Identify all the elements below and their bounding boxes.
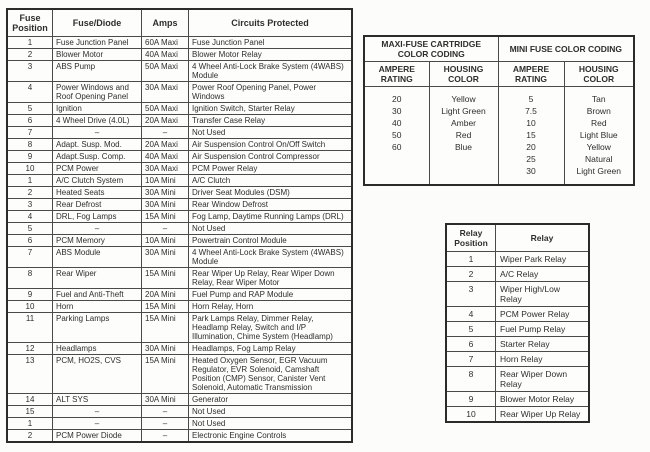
table-row [7, 235, 352, 247]
fuse-diode-cell: Blower Motor [53, 49, 142, 61]
circuits-protected-cell: Transfer Case Relay [189, 115, 353, 127]
amps-cell: 15A Mini [142, 268, 189, 289]
table-row [7, 289, 352, 301]
table-row [7, 115, 352, 127]
fuse-position-cell: 1 [7, 37, 53, 49]
relay-position-cell: 1 [446, 252, 496, 267]
table-row [7, 49, 352, 61]
maxi-fuse-title: MAXI-FUSE CARTRIDGE COLOR CODING [364, 36, 498, 62]
fuse-position-cell: 1 [7, 418, 53, 430]
table-row [446, 407, 589, 423]
fuse-position-cell: 2 [7, 187, 53, 199]
circuits-protected-cell: Fuse Junction Panel [189, 37, 353, 49]
maxi-housing-header: HOUSING COLOR [429, 62, 498, 87]
ampere-rating-value: 40 [392, 118, 402, 128]
fuse-diode-cell: ABS Module [53, 247, 142, 268]
fuse-diode-cell: Heated Seats [53, 187, 142, 199]
fuse-diode-cell: Headlamps [53, 343, 142, 355]
amps-cell: 10A Mini [142, 235, 189, 247]
ampere-rating-value: 10 [526, 118, 536, 128]
amps-cell: 50A Maxi [142, 103, 189, 115]
color-coding-table [363, 35, 635, 186]
circuits-protected-cell: 4 Wheel Anti-Lock Brake System (4WABS) Module [189, 247, 353, 268]
amps-cell: 30A Mini [142, 247, 189, 268]
amps-cell: 15A Mini [142, 211, 189, 223]
table-row [7, 151, 352, 163]
amps-cell: – [142, 418, 189, 430]
circuits-protected-cell: Fog Lamp, Daytime Running Lamps (DRL) [189, 211, 353, 223]
table-row [7, 175, 352, 187]
fuse-position-cell: 10 [7, 301, 53, 313]
color-values-row [364, 87, 634, 186]
ampere-rating-value: 5 [528, 94, 534, 104]
circuits-protected-cell: Rear Window Defrost [189, 199, 353, 211]
fuse-diode-cell: PCM Memory [53, 235, 142, 247]
fuse-diode-cell: – [53, 127, 142, 139]
fuse-position-cell: 4 [7, 82, 53, 103]
table-row [7, 82, 352, 103]
ampere-rating-value: 20 [392, 94, 402, 104]
fuse-position-cell: 3 [7, 199, 53, 211]
circuits-protected-cell: Air Suspension Control Compressor [189, 151, 353, 163]
relay-position-cell: 7 [446, 352, 496, 367]
table-row [7, 418, 352, 430]
table-row [7, 139, 352, 151]
table-row [7, 127, 352, 139]
table-row [7, 301, 352, 313]
fuse-diode-cell: Ignition [53, 103, 142, 115]
fuse-diode-cell: Fuel and Anti-Theft [53, 289, 142, 301]
maxi-ampere-header: AMPERE RATING [364, 62, 429, 87]
relay-name-cell: A/C Relay [496, 267, 590, 282]
amps-cell: 20A Maxi [142, 139, 189, 151]
amps-cell: 15A Mini [142, 301, 189, 313]
amps-cell: 20A Maxi [142, 115, 189, 127]
ampere-rating-value: 25 [526, 154, 536, 164]
mini-ampere-values [498, 87, 564, 186]
relay-position-cell: 9 [446, 392, 496, 407]
table-row [7, 313, 352, 343]
circuits-protected-cell: Powertrain Control Module [189, 235, 353, 247]
fuse-position-cell: 7 [7, 127, 53, 139]
mini-fuse-title: MINI FUSE COLOR CODING [498, 36, 634, 62]
fuse-diode-cell: – [53, 418, 142, 430]
amps-cell: 30A Mini [142, 187, 189, 199]
table-row [7, 406, 352, 418]
maxi-housing-values [429, 87, 498, 186]
relay-name-cell: Wiper High/Low Relay [496, 282, 590, 307]
housing-color-value: Light Green [441, 106, 486, 116]
color-table-body [364, 87, 634, 186]
fuse-position-cell: 2 [7, 49, 53, 61]
fuse-diode-cell: Adapt. Susp. Mod. [53, 139, 142, 151]
amps-header: Amps [142, 9, 189, 37]
circuits-protected-cell: Heated Oxygen Sensor, EGR Vacuum Regulator, EVR Solenoid, Camshaft Position (CMP) Sensor, Canister Vent Solenoid, Automatic Transmission [189, 355, 353, 394]
ampere-rating-value: 7.5 [525, 106, 537, 116]
relay-name-cell: Wiper Park Relay [496, 252, 590, 267]
fuse-diode-cell: PCM, HO2S, CVS [53, 355, 142, 394]
ampere-rating-value: 30 [392, 106, 402, 116]
header-row [364, 36, 634, 62]
relay-position-cell: 3 [446, 282, 496, 307]
fuse-diode-cell: Fuse Junction Panel [53, 37, 142, 49]
table-row [446, 252, 589, 267]
table-row [446, 322, 589, 337]
amps-cell: 30A Mini [142, 199, 189, 211]
relay-name-cell: Horn Relay [496, 352, 590, 367]
relay-position-cell: 8 [446, 367, 496, 392]
relay-table [445, 223, 590, 423]
fuse-position-cell: 8 [7, 139, 53, 151]
relay-name-cell: PCM Power Relay [496, 307, 590, 322]
fuse-table [6, 8, 353, 443]
amps-cell: 40A Maxi [142, 49, 189, 61]
table-row [446, 282, 589, 307]
circuits-protected-cell: Air Suspension Control On/Off Switch [189, 139, 353, 151]
fuse-position-header: Fuse Position [7, 9, 53, 37]
fuse-diode-cell: Power Windows and Roof Opening Panel [53, 82, 142, 103]
circuits-protected-cell: Park Lamps Relay, Dimmer Relay, Headlamp Relay, Switch and I/P Illumination, Chime System (Headlamp) [189, 313, 353, 343]
amps-cell: – [142, 223, 189, 235]
fuse-diode-cell: ABS Pump [53, 61, 142, 82]
fuse-position-cell: 3 [7, 61, 53, 82]
housing-color-value: Light Green [576, 166, 621, 176]
amps-cell: 15A Mini [142, 355, 189, 394]
fuse-position-cell: 8 [7, 268, 53, 289]
ampere-rating-value: 50 [392, 130, 402, 140]
amps-cell: – [142, 430, 189, 443]
fuse-position-cell: 15 [7, 406, 53, 418]
table-row [7, 37, 352, 49]
subheader-row [364, 62, 634, 87]
fuse-position-cell: 2 [7, 430, 53, 443]
fuse-position-cell: 13 [7, 355, 53, 394]
amps-cell: – [142, 406, 189, 418]
fuse-position-cell: 6 [7, 115, 53, 127]
amps-cell: – [142, 127, 189, 139]
table-row [446, 307, 589, 322]
table-row [446, 352, 589, 367]
fuse-diode-cell: 4 Wheel Drive (4.0L) [53, 115, 142, 127]
table-row [7, 355, 352, 394]
header-row [446, 224, 589, 252]
maxi-ampere-values [364, 87, 429, 186]
circuits-protected-cell: Generator [189, 394, 353, 406]
relay-header: Relay [496, 224, 590, 252]
housing-color-value: Tan [591, 94, 606, 104]
ampere-rating-value: 20 [526, 142, 536, 152]
relay-name-cell: Rear Wiper Down Relay [496, 367, 590, 392]
relay-name-cell: Blower Motor Relay [496, 392, 590, 407]
fuse-diode-cell: PCM Power [53, 163, 142, 175]
relay-position-cell: 2 [446, 267, 496, 282]
circuits-protected-cell: Not Used [189, 418, 353, 430]
housing-color-value: Yellow [586, 142, 611, 152]
fuse-position-cell: 9 [7, 289, 53, 301]
fuse-diode-cell: ALT SYS [53, 394, 142, 406]
header-row [7, 9, 352, 37]
fuse-position-cell: 7 [7, 247, 53, 268]
circuits-protected-cell: PCM Power Relay [189, 163, 353, 175]
circuits-protected-cell: Rear Wiper Up Relay, Rear Wiper Down Relay, Rear Wiper Motor [189, 268, 353, 289]
housing-color-value: Blue [454, 142, 472, 152]
fuse-table-header [7, 9, 352, 37]
table-row [7, 163, 352, 175]
table-row [7, 343, 352, 355]
fuse-position-cell: 10 [7, 163, 53, 175]
circuits-protected-cell: Horn Relay, Horn [189, 301, 353, 313]
table-row [7, 223, 352, 235]
circuits-protected-cell: 4 Wheel Anti-Lock Brake System (4WABS) Module [189, 61, 353, 82]
circuits-protected-cell: Fuel Pump and RAP Module [189, 289, 353, 301]
relay-name-cell: Fuel Pump Relay [496, 322, 590, 337]
fuse-diode-cell: DRL, Fog Lamps [53, 211, 142, 223]
relay-name-cell: Rear Wiper Up Relay [496, 407, 590, 423]
fuse-diode-cell: Parking Lamps [53, 313, 142, 343]
fuse-diode-cell: Horn [53, 301, 142, 313]
fuse-position-cell: 5 [7, 223, 53, 235]
fuse-position-cell: 1 [7, 175, 53, 187]
housing-color-value: Red [455, 130, 472, 140]
table-row [7, 61, 352, 82]
fuse-diode-header: Fuse/Diode [53, 9, 142, 37]
circuits-protected-cell: Blower Motor Relay [189, 49, 353, 61]
color-table-header [364, 36, 634, 87]
fuse-position-cell: 6 [7, 235, 53, 247]
circuits-protected-cell: Electronic Engine Controls [189, 430, 353, 443]
mini-housing-values [564, 87, 634, 186]
table-row [7, 247, 352, 268]
fuse-position-cell: 9 [7, 151, 53, 163]
housing-color-value: Natural [585, 154, 613, 164]
fuse-diode-cell: Rear Defrost [53, 199, 142, 211]
amps-cell: 10A Mini [142, 175, 189, 187]
amps-cell: 15A Mini [142, 313, 189, 343]
circuits-protected-cell: Ignition Switch, Starter Relay [189, 103, 353, 115]
mini-ampere-header: AMPERE RATING [498, 62, 564, 87]
relay-position-cell: 10 [446, 407, 496, 423]
table-row [446, 337, 589, 352]
fuse-position-cell: 14 [7, 394, 53, 406]
circuits-protected-cell: Power Roof Opening Panel, Power Windows [189, 82, 353, 103]
circuits-protected-cell: Not Used [189, 406, 353, 418]
amps-cell: 50A Maxi [142, 61, 189, 82]
amps-cell: 60A Maxi [142, 37, 189, 49]
relay-table-header [446, 224, 589, 252]
fuse-diode-cell: – [53, 406, 142, 418]
ampere-rating-value: 30 [526, 166, 536, 176]
fuse-position-cell: 11 [7, 313, 53, 343]
table-row [446, 392, 589, 407]
circuits-protected-header: Circuits Protected [189, 9, 353, 37]
table-row [7, 211, 352, 223]
fuse-position-cell: 12 [7, 343, 53, 355]
circuits-protected-cell: Not Used [189, 223, 353, 235]
amps-cell: 40A Maxi [142, 151, 189, 163]
circuits-protected-cell: A/C Clutch [189, 175, 353, 187]
relay-position-cell: 6 [446, 337, 496, 352]
housing-color-value: Red [590, 118, 607, 128]
fuse-diode-cell: A/C Clutch System [53, 175, 142, 187]
circuits-protected-cell: Not Used [189, 127, 353, 139]
table-row [7, 430, 352, 443]
amps-cell: 20A Mini [142, 289, 189, 301]
amps-cell: 30A Mini [142, 343, 189, 355]
housing-color-value: Brown [586, 106, 611, 116]
table-row [7, 103, 352, 115]
table-row [7, 199, 352, 211]
circuits-protected-cell: Driver Seat Modules (DSM) [189, 187, 353, 199]
fuse-diode-cell: Rear Wiper [53, 268, 142, 289]
fuse-table-body [7, 37, 352, 443]
table-row [7, 187, 352, 199]
amps-cell: 30A Maxi [142, 82, 189, 103]
relay-position-cell: 4 [446, 307, 496, 322]
circuits-protected-cell: Headlamps, Fog Lamp Relay [189, 343, 353, 355]
mini-housing-header: HOUSING COLOR [564, 62, 634, 87]
relay-position-cell: 5 [446, 322, 496, 337]
housing-color-value: Yellow [451, 94, 476, 104]
table-row [446, 367, 589, 392]
fuse-diode-cell: – [53, 223, 142, 235]
table-row [446, 267, 589, 282]
housing-color-value: Light Blue [579, 130, 618, 140]
fuse-position-cell: 5 [7, 103, 53, 115]
amps-cell: 30A Mini [142, 394, 189, 406]
housing-color-value: Amber [450, 118, 477, 128]
table-row [7, 394, 352, 406]
fuse-diode-cell: PCM Power Diode [53, 430, 142, 443]
fuse-position-cell: 4 [7, 211, 53, 223]
ampere-rating-value: 15 [526, 130, 536, 140]
fuse-diode-cell: Adapt.Susp. Comp. [53, 151, 142, 163]
relay-position-header: Relay Position [446, 224, 496, 252]
ampere-rating-value: 60 [392, 142, 402, 152]
relay-table-body [446, 252, 589, 423]
relay-name-cell: Starter Relay [496, 337, 590, 352]
amps-cell: 30A Maxi [142, 163, 189, 175]
table-row [7, 268, 352, 289]
